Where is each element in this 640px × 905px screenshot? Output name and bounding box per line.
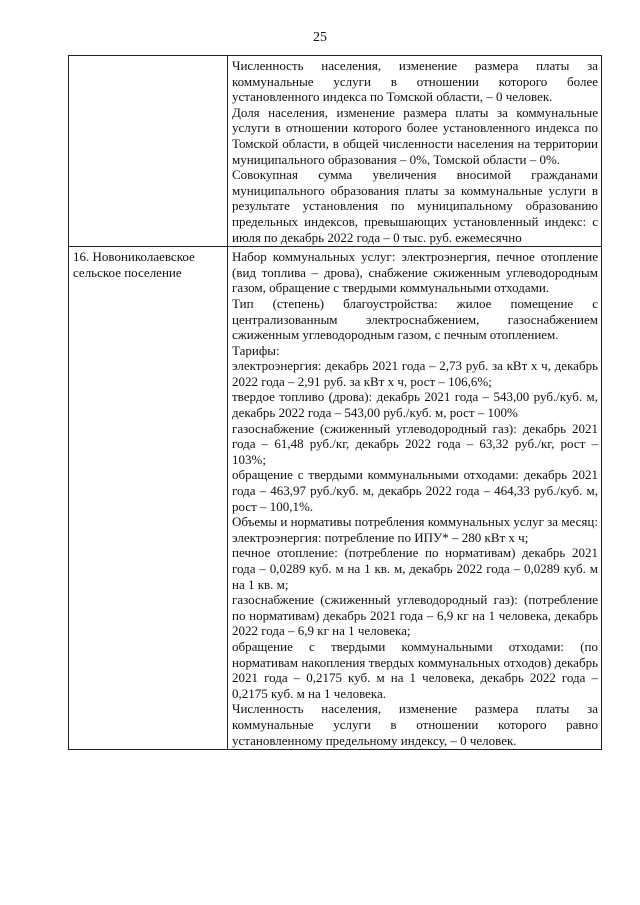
table-row — [69, 247, 602, 750]
details-cell — [228, 56, 602, 247]
page-number: 25 — [313, 30, 327, 45]
paragraph: электроэнергия: декабрь 2021 года – 2,73 руб. за кВт х ч, декабрь 2022 года – 2,91 руб. за кВт х ч, рост – 106,6%; — [232, 358, 598, 389]
paragraph: Тип (степень) благоустройства: жилое помещение с централизованным электроснабжением, газоснабжением сжиженным углеводородным газом, с печным отоплением. — [232, 295, 598, 343]
paragraph: Численность населения, изменение размера платы за коммунальные услуги в отношении которого более установленного индекса по Томской области, – 0 человек. — [232, 58, 598, 105]
table-row — [69, 56, 602, 247]
paragraph: газоснабжение (сжиженный углеводородный газ): декабрь 2021 года – 61,48 руб./кг, декабрь 2022 года – 63,32 руб./кг, рост – 103%; — [232, 420, 598, 467]
details-cell — [228, 247, 602, 750]
paragraph: Тарифы: — [232, 342, 280, 358]
paragraph: Совокупная сумма увеличения вносимой гражданами муниципального образования платы за коммунальные услуги в результате установления по муниципальному образованию предельных индексов, превышающих установленный индекс: с июля по декабрь 2022 года – 0 тыс. руб. ежемесячно — [232, 167, 598, 245]
municipality-name-cell: 16. Новониколаевское сельское поселение — [69, 247, 228, 750]
paragraph: твердое топливо (дрова): декабрь 2021 года – 543,00 руб./куб. м, декабрь 2022 года – 543,00 руб./куб. м, рост – 100% — [232, 389, 598, 421]
paragraph: печное отопление: (потребление по нормативам) декабрь 2021 года – 0,0289 куб. м на 1 кв. м, декабрь 2022 года – 0,0289 куб. м на 1 кв. м; — [232, 545, 598, 592]
paragraph: Объемы и нормативы потребления коммунальных услуг за месяц: — [232, 514, 598, 530]
municipality-name-cell — [69, 56, 228, 247]
paragraph: обращение с твердыми коммунальными отходами: (по нормативам накопления твердых коммунальных отходов) декабрь 2021 года – 0,2175 куб. м на 1 человека, декабрь 2022 года – 0,2175 куб. м на 1 человека. — [232, 638, 598, 701]
paragraph: Численность населения, изменение размера платы за коммунальные услуги в отношении которого равно установленному предельному индексу, – 0 человек. — [232, 701, 598, 748]
paragraph: электроэнергия: потребление по ИПУ* – 280 кВт х ч; — [232, 529, 529, 545]
paragraph: обращение с твердыми коммунальными отходами: декабрь 2021 года – 463,97 руб./куб. м, декабрь 2022 года – 464,33 руб./куб. м, рост – 100,1%. — [232, 467, 598, 514]
paragraph: газоснабжение (сжиженный углеводородный газ): (потребление по нормативам) декабрь 2021 года – 6,9 кг на 1 человека, декабрь 2022 года – 6,9 кг на 1 человека; — [232, 592, 598, 639]
municipal-table — [68, 55, 602, 750]
paragraph: Доля населения, изменение размера платы за коммунальные услуги в отношении которого более установленного индекса по Томской области, в общей численности населения на территории муниципального образования – 0%, Томской области – 0%. — [232, 104, 598, 167]
paragraph: Набор коммунальных услуг: электроэнергия, печное отопление (вид топлива – дрова), снабжение сжиженным углеводородным газом, обращение с твердыми коммунальными отходами. — [232, 249, 598, 296]
